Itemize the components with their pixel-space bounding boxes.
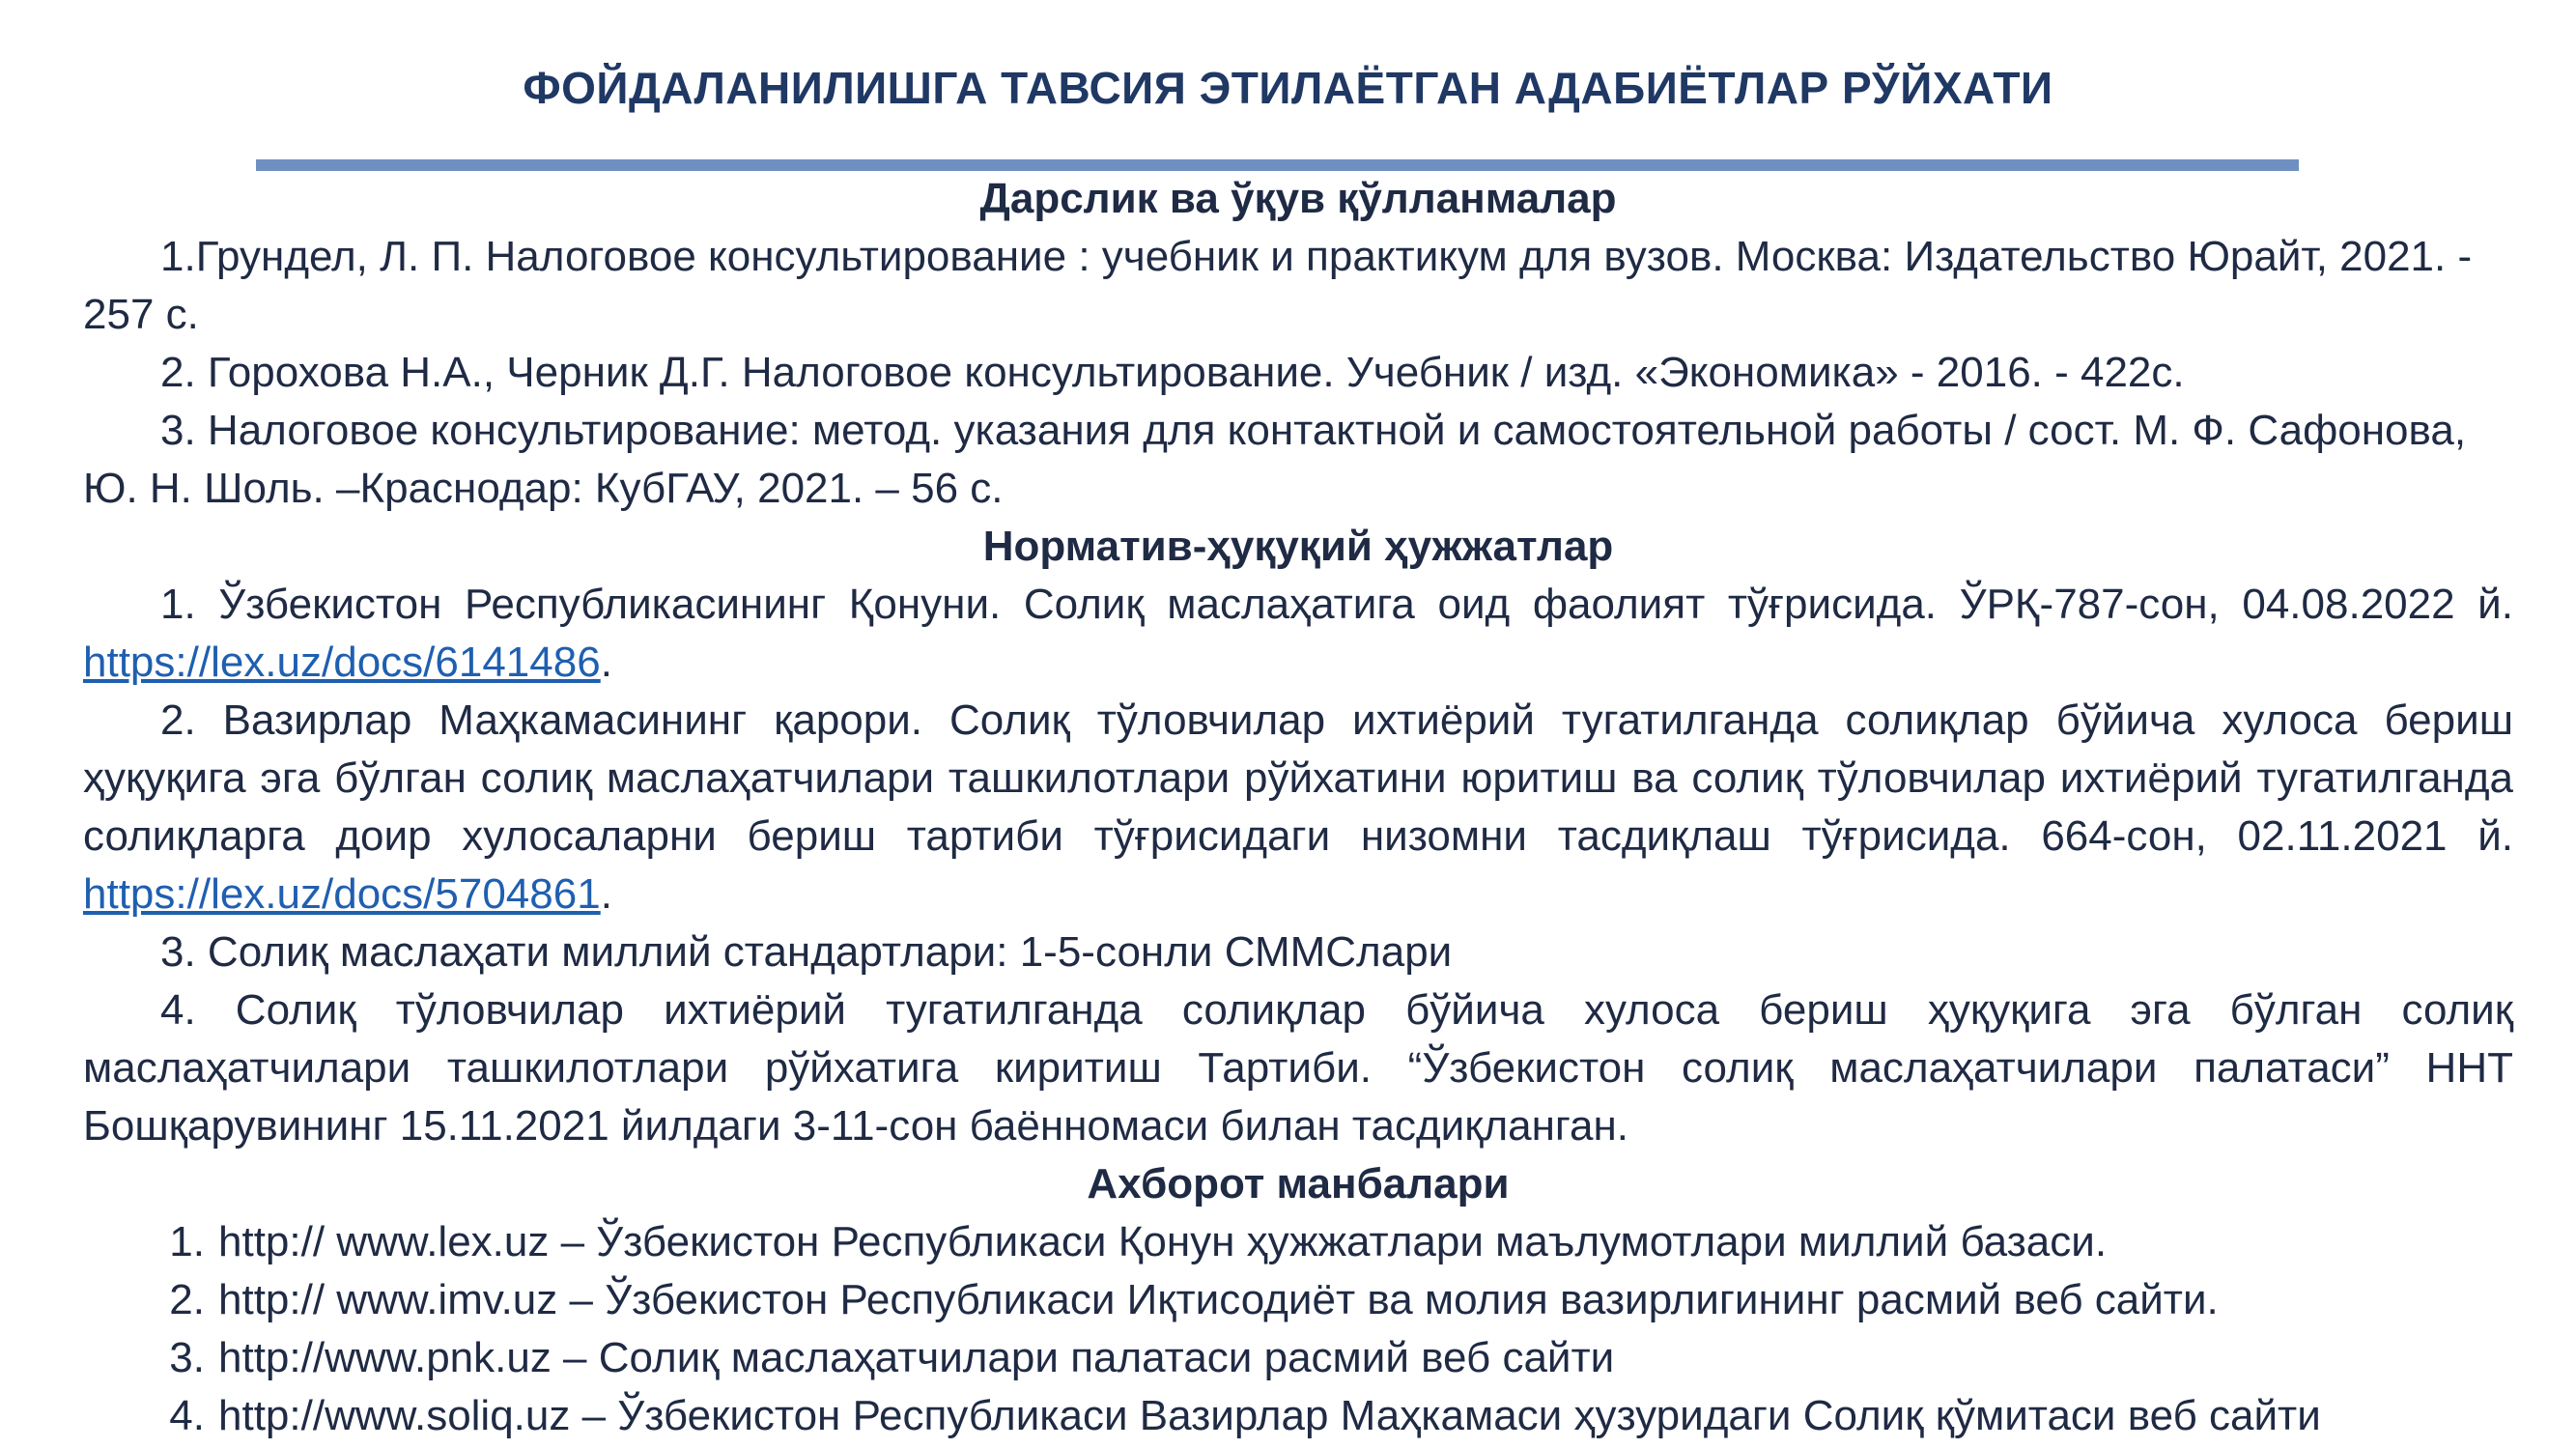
legal-doc-item-1 — [83, 576, 2513, 692]
legal-doc-item-1-text: 1. Ўзбекистон Республикасининг Қонуни. Солиқ маслаҳатига оид фаолият тўғрисида. ЎРҚ-787-сон, 04.08.2022 й. — [160, 581, 2513, 628]
legal-doc-item-4: 4. Солиқ тўловчилар ихтиёрий тугатилганда солиқлар бўйича хулоса бериш ҳуқуқига эга бўлган солиқ маслаҳатчилари ташкилотлари рўйхатига киритиш Тартиби. “Ўзбекистон солиқ маслаҳатчилари палатаси” ННТ Бошқарувининг 15.11.2021 йилдаги 3-11-сон баённомаси билан тасдиқланган. — [83, 986, 2513, 1150]
legal-doc-item-1-tail: . — [600, 639, 612, 686]
textbook-item-1: 1.Грундел, Л. П. Налоговое консультирование : учебник и практикум для вузов. Москва: Издательство Юрайт, 2021. - 257 с. — [83, 233, 2473, 338]
textbooks-heading: Дарслик ва ўқув қўлланмалар — [979, 175, 1617, 222]
legal-docs-heading: Норматив-ҳуқуқий ҳужжатлар — [982, 523, 1614, 570]
list-item-number: 3. — [169, 1334, 205, 1381]
list-item-number: 1. — [169, 1218, 205, 1265]
legal-doc-item-3: 3. Солиқ маслаҳати миллий стандартлари: 1-5-сонли СММСлари — [160, 928, 1453, 976]
page-title: ФОЙДАЛАНИЛИШГА ТАВСИЯ ЭТИЛАЁТГАН АДАБИЁТЛАР РЎЙХАТИ — [523, 63, 2053, 113]
legal-doc-item-2-text: 2. Вазирлар Маҳкамасининг қарори. Солиқ тўловчилар ихтиёрий тугатилганда солиқлар бўйича хулоса бериш ҳуқуқига эга бўлган солиқ маслаҳатчилари ташкилотлари рўйхатини юритиш ва солиқ тўловчилар ихтиёрий тугатилганда солиқларга доир хулосаларни бериш тартиби тўғрисидаги низомни тасдиқлаш тўғрисида. 664-сон, 02.11.2021 й. — [83, 696, 2513, 860]
list-item-text: http:// www.imv.uz – Ўзбекистон Республикаси Иқтисодиёт ва молия вазирлигининг расмий веб сайти. — [218, 1276, 2219, 1323]
list-item — [83, 1329, 2513, 1387]
list-item — [83, 1271, 2513, 1329]
legal-doc-item-2 — [83, 692, 2513, 923]
legal-doc-item-1-link[interactable]: https://lex.uz/docs/6141486 — [83, 639, 601, 686]
list-item-text: http://www.pnk.uz – Солиқ маслаҳатчилари палатаси расмий веб сайти — [218, 1334, 1615, 1381]
list-item-number: 2. — [169, 1276, 205, 1323]
list-item-text: http://www.soliq.uz – Ўзбекистон Республикаси Вазирлар Маҳкамаси ҳузуридаги Солиқ қўмитаси веб сайти — [218, 1392, 2321, 1439]
list-item-text: http:// www.lex.uz – Ўзбекистон Республикаси Қонун ҳужжатлари маълумотлари миллий базаси. — [218, 1218, 2108, 1265]
info-sources-list — [83, 1213, 2513, 1445]
list-item — [83, 1213, 2513, 1271]
legal-doc-item-2-tail: . — [600, 870, 612, 918]
textbook-item-2: 2. Горохова Н.А., Черник Д.Г. Налоговое консультирование. Учебник / изд. «Экономика» - 2016. - 422с. — [160, 349, 2185, 396]
list-item — [83, 1387, 2513, 1445]
legal-doc-item-2-link[interactable]: https://lex.uz/docs/5704861 — [83, 870, 601, 918]
list-item-number: 4. — [169, 1392, 205, 1439]
bibliography-content — [83, 170, 2513, 1445]
info-sources-heading: Ахборот манбалари — [1087, 1160, 1510, 1208]
textbook-item-3: 3. Налоговое консультирование: метод. указания для контактной и самостоятельной работы / сост. М. Ф. Сафонова, Ю. Н. Шоль. –Краснодар: КубГАУ, 2021. – 56 с. — [83, 407, 2467, 512]
